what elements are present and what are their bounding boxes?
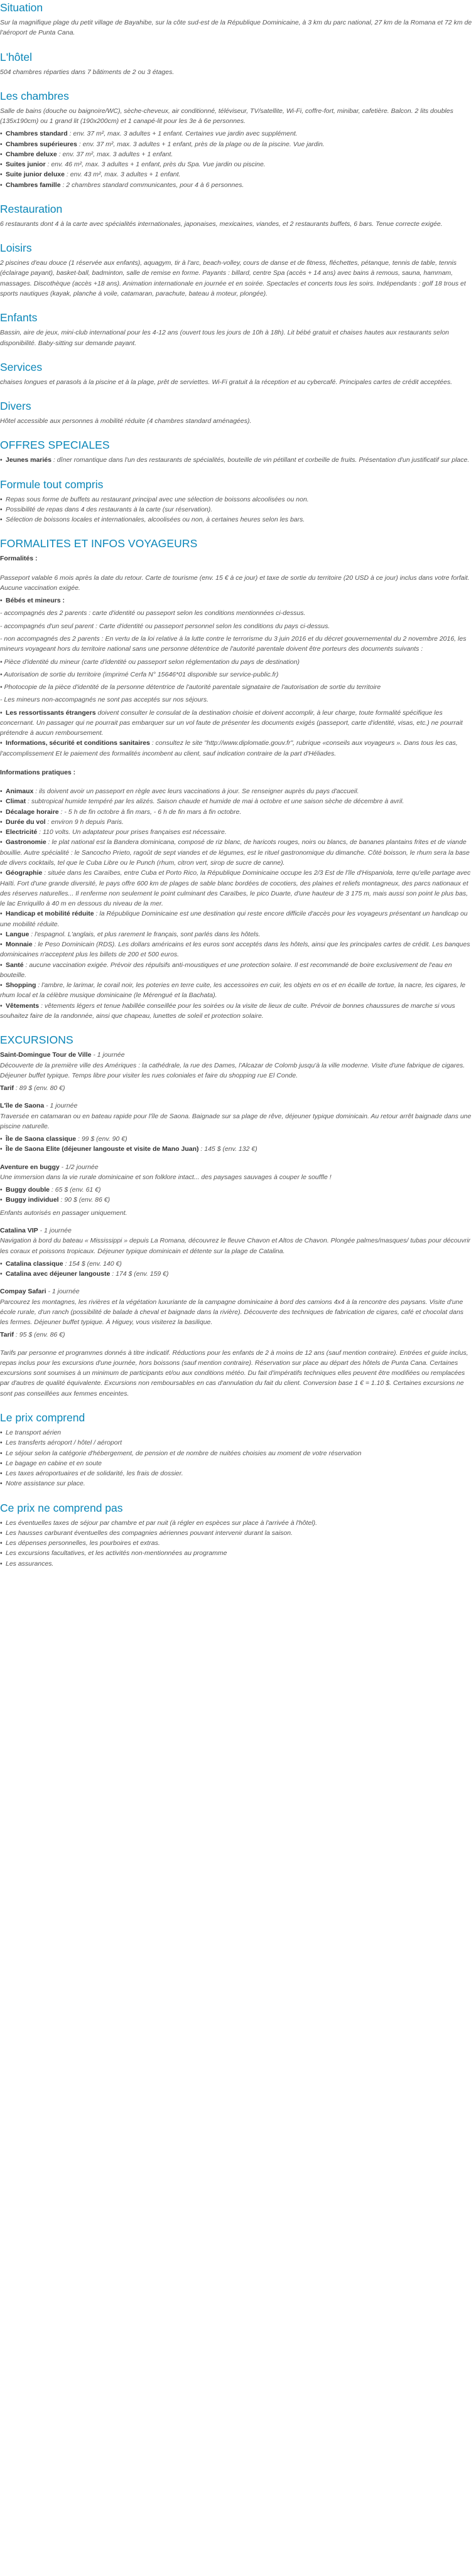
list-item: • Shopping : l'ambre, le larimar, le corail noir, les poteries en terre cuite, les accessoires en cuir, les objets en os et en écaille de tortue, la nacre, les cigares, le rhum local et la célèbre musique dominicaine (le Mérengué et la Bachata). — [0, 980, 472, 1001]
section-offres — [0, 439, 472, 465]
excursions-notice: Tarifs par personne et programmes donnés à titre indicatif. Réductions pour les enfants de 2 à moins de 12 ans (sauf mention contraire). Entrées et guide inclus, repas inclus pour les excursions d'une journée, hors boissons (sauf mention contraire). Réservation sur place au départ des hôtels de Punta Cana. Certaines excursions sont soumises à un minimum de participants et/ou aux conditions météo. Du fait d'impératifs techniques elles peuvent être modifiées ou remplacées par d'autres de qualité équivalente. Excursions non remboursables en cas d'annulation du fait du client. Conversion base 1 € = 1.10 $. Certaines excursions ne sont pas conseillées aux femmes enceintes. — [0, 1349, 468, 1398]
excursion-title: Saint-Domingue Tour de Ville — [0, 1051, 92, 1059]
list-item: • Monnaie : le Peso Dominicain (RDS). Les dollars américains et les euros sont acceptés dans les hôtels, ainsi que les principales cartes de crédit. Les banques dominicaines n'acceptent plus les billets de 200 et 500 euros. — [0, 939, 472, 960]
list-item: • Les hausses carburant éventuelles des compagnies aériennes pouvant intervenir durant la saison. — [0, 1528, 472, 1538]
excursion-saint-domingue — [0, 1050, 472, 1093]
list-item: • Buggy double : 65 $ (env. 61 €) — [0, 1185, 472, 1195]
section-prix-ne-comprend — [0, 1502, 472, 1569]
chambres-list — [0, 129, 472, 190]
loisirs-text: 2 piscines d'eau douce (1 réservée aux enfants), aquagym, tir à l'arc, beach-volley, cours de danse et de fitness, fléchettes, pétanque, tennis de table, tennis (éclairage payant), basket-ball, badminton, salle de remise en forme. Payants : billard, centre Spa (accès + 14 ans) avec bains à remous, sauna, hammam, massages. Discothèque (accès +18 ans). Animation internationale en journée et en soirée. Spectacles et concerts tous les soirs. Indépendants : golf 18 trous et sports nautiques (kayak, planche à voile, catamaran, parachute, bateau à moteur, plongée). — [0, 259, 466, 297]
excursion-title: Catalina VIP — [0, 1226, 38, 1234]
list-item: • Les éventuelles taxes de séjour par chambre et par nuit (à régler en espèces sur place à l'arrivée à l'hôtel). — [0, 1518, 472, 1528]
heading-restauration: Restauration — [0, 202, 63, 215]
list-item: • Informations, sécurité et conditions sanitaires : consultez le site "http://www.diplomatie.gouv.fr", rubrique «conseils aux voyageurs ». Dans tous les cas, l'accomplissement Et le paiement des formalités incombent au client, sauf indication contraire de la part d'Héliades. — [0, 738, 472, 759]
excursion-text: Navigation à bord du bateau « Mississippi » depuis La Romana, découvrez le fleuve Chavon et Altos de Chavon. Plongée palmes/masques/ tubas pour découvrir les coraux et poissons tropicaux. Déjeuner typique dominicain et détente sur la plage de Catalina. — [0, 1237, 471, 1255]
list-item: • Durée du vol : environ 9 h depuis Paris. — [0, 817, 472, 827]
heading-offres: OFFRES SPECIALES — [0, 439, 110, 452]
list-item: • Vêtements : vêtements légers et tenue habillée conseillée pour les soirées ou la visite de lieux de culte. Prévoir de bonnes chaussures de marche si vous souhaitez faire de la randonnée, ainsi que chapeau, lunettes de soleil et protection solaire. — [0, 1001, 472, 1022]
excursion-duration: - 1/2 journée — [59, 1163, 99, 1171]
prix-ne-comprend-list — [0, 1518, 472, 1569]
list-item: • Géographie : située dans les Caraïbes, entre Cuba et Porto Rico, la République Dominicaine occupe les 2/3 Est de l'île d'Hispaniola, terre qu'elle partage avec Haïti. Fort d'une grande diversité, le pays offre 600 km de plages de sable blanc bordées de cocotiers, des plaines et reliefs montagneux, des parcs nationaux et des réserves naturelles... Il renferme non seulement le point culminant des Caraïbes, le pico Duarte, d'une hauteur de 3 175 m, mais aussi son point le plus bas, le lac Enriquillo à 40 m en dessous du niveau de la mer. — [0, 868, 472, 909]
list-item: • Santé : aucune vaccination exigée. Prévoir des répulsifs anti-moustiques et une protection solaire. Il est recommandé de boire exclusivement de l'eau en bouteille. — [0, 960, 472, 981]
list-item: • Les assurances. — [0, 1559, 472, 1569]
list-item: • Chambres standard : env. 37 m², max. 3 adultes + 1 enfant. Certaines vue jardin avec supplément. — [0, 129, 472, 139]
heading-formule: Formule tout compris — [0, 478, 104, 491]
excursion-prices — [0, 1134, 472, 1155]
excursion-compay-safari — [0, 1286, 472, 1340]
section-situation — [0, 1, 472, 38]
list-item: • Bébés et mineurs : — [0, 596, 472, 606]
section-excursions — [0, 1034, 472, 1399]
heading-divers: Divers — [0, 400, 31, 413]
excursion-text: Parcourez les montagnes, les rivières et la végétation luxuriante de la campagne dominicaine à bord des camions 4x4 à la rencontre des paysans. Visite d'une école rurale, d'un ranch (possibilité de balade à cheval et baignade dans la rivière). Découverte des techniques de fabrication de cigares, café et chocolat dans les fermes. Déjeuner buffet typique. À Higuey, vous visiterez la basilique. — [0, 1298, 464, 1327]
heading-prix-ne-comprend: Ce prix ne comprend pas — [0, 1501, 123, 1514]
offres-list — [0, 455, 472, 465]
excursion-text: Une immersion dans la vie rurale dominicaine et son folklore intact... des paysages sauvages à couper le souffle ! — [0, 1173, 332, 1181]
restauration-text: 6 restaurants dont 4 à la carte avec spécialités internationales, japonaises, mexicaines, viandes, et 2 restaurants buffets, 6 bars. Tenue correcte exigée. — [0, 220, 443, 228]
list-item: • Handicap et mobilité réduite : la République Dominicaine est une destination qui reste encore difficile d'accès pour les voyageurs présentant un handicap ou une mobilité réduite. — [0, 909, 472, 929]
section-hotel — [0, 51, 472, 77]
list-item: • Les ressortissants étrangers doivent consulter le consulat de la destination choisie et doivent accomplir, à leur charge, toute formalité spécifique les concernant. Un passager qui ne pourrait pas embarquer sur un vol faute de présenter les documents exigés (passeport, carte d'identité, visas, etc.) ne pourrait prétendre à aucun remboursement. — [0, 708, 472, 739]
list-item: • Le bagage en cabine et en soute — [0, 1458, 472, 1468]
list-item: • Décalage horaire : - 5 h de fin octobre à fin mars, - 6 h de fin mars à fin octobre. — [0, 807, 472, 817]
formule-list — [0, 494, 472, 525]
list-item: • Repas sous forme de buffets au restaurant principal avec une sélection de boissons alcoolisées ou non. — [0, 494, 472, 505]
services-text: chaises longues et parasols à la piscine et à la plage, prêt de serviettes. Wi-Fi gratuit à la réception et au cybercafé. Principales cartes de crédit acceptées. — [0, 378, 453, 386]
excursion-duration: - 1 journée — [91, 1051, 125, 1059]
heading-prix-comprend: Le prix comprend — [0, 1411, 85, 1424]
heading-services: Services — [0, 360, 43, 373]
list-item: • Possibilité de repas dans 4 des restaurants à la carte (sur réservation). — [0, 505, 472, 515]
bebes-line: - accompagnés des 2 parents : carte d'identité ou passeport selon les conditions mentionnées ci-dessus. — [0, 609, 306, 617]
bebes-line: • Pièce d'identité du mineur (carte d'identité ou passeport selon réglementation du pays de destination) — [0, 658, 300, 666]
list-item: • Langue : l'espagnol. L'anglais, et plus rarement le français, sont parlés dans les hôtels. — [0, 929, 472, 939]
list-item: • Catalina classique : 154 $ (env. 140 €) — [0, 1259, 472, 1269]
list-item: • Sélection de boissons locales et internationales, alcoolisées ou non, à certaines heures selon les bars. — [0, 515, 472, 525]
passport-text: Passeport valable 6 mois après la date du retour. Carte de tourisme (env. 15 € à ce jour) et taxe de sortie du territoire (20 USD à ce jour) inclus dans votre forfait. Aucune vaccination exigée. — [0, 574, 470, 592]
prix-comprend-list — [0, 1428, 472, 1489]
excursion-duration: - 1 journée — [38, 1226, 72, 1234]
enfants-text: Bassin, aire de jeux, mini-club international pour les 4-12 ans (ouvert tous les jours de 10h à 18h). Lit bébé gratuit et chaises hautes aux restaurants selon disponibilité. Baby-sitting sur demande payant. — [0, 329, 449, 347]
excursion-title: Aventure en buggy — [0, 1163, 60, 1171]
excursion-duration: - 1 journée — [46, 1288, 80, 1296]
bebes-line: • Photocopie de la pièce d'identité de la personne détentrice de l'autorité parentale signataire de l'autorisation de sortie du territoire — [0, 683, 381, 692]
bebes-line: - accompagnés d'un seul parent : Carte d'identité ou passeport personnel selon les conditions du pays ci-dessus. — [0, 622, 330, 630]
heading-enfants: Enfants — [0, 311, 38, 324]
list-item: • Electricité : 110 volts. Un adaptateur pour prises françaises est nécessaire. — [0, 827, 472, 837]
pratiques-list — [0, 786, 472, 1021]
heading-excursions: EXCURSIONS — [0, 1034, 73, 1047]
list-item: • Les excursions facultatives, et les activités non-mentionnées au programme — [0, 1548, 472, 1558]
excursion-note: Enfants autorisés en passager uniquement. — [0, 1209, 127, 1217]
list-item: • Les dépenses personnelles, les pourboires et extras. — [0, 1538, 472, 1548]
pratiques-subtitle: Informations pratiques : — [0, 768, 76, 776]
list-item: • Le séjour selon la catégorie d'hébergement, de pension et de nombre de nuitées choisies au moment de votre réservation — [0, 1448, 472, 1458]
section-loisirs — [0, 242, 472, 299]
excursion-prices — [0, 1185, 472, 1205]
bebes-line: - Les mineurs non-accompagnés ne sont pas acceptés sur nos séjours. — [0, 696, 209, 704]
section-enfants — [0, 311, 472, 348]
excursion-text: Traversée en catamaran ou en bateau rapide pour l'île de Saona. Baignade sur sa plage de rêve, déjeuner typique dominicain. Au retour arrêt baignade dans une piscine naturelle. — [0, 1112, 472, 1130]
list-item: • Les taxes aéroportuaires et de solidarité, les frais de dossier. — [0, 1468, 472, 1478]
section-formule — [0, 478, 472, 525]
bebes-list — [0, 596, 472, 606]
excursion-buggy — [0, 1162, 472, 1218]
section-services — [0, 361, 472, 387]
list-item: • Chambres famille : 2 chambres standard communicantes, pour 4 à 6 personnes. — [0, 180, 472, 190]
list-item: • Animaux : ils doivent avoir un passeport en règle avec leurs vaccinations à jour. Se renseigner auprès du pays d'accueil. — [0, 786, 472, 796]
heading-chambres: Les chambres — [0, 89, 69, 102]
bebes-line: - non accompagnés des 2 parents : En vertu de la loi relative à la lutte contre le terrorisme du 3 juin 2016 et du décret gouvernemental du 2 novembre 2016, les mineurs voyageant hors du territoire national sans une personne détentrice de l'autorité parentale doivent être porteurs des documents suivants : — [0, 634, 467, 653]
list-item: • Chambre deluxe : env. 37 m², max. 3 adultes + 1 enfant. — [0, 149, 472, 159]
list-item: • Climat : subtropical humide tempéré par les alizés. Saison chaude et humide de mai à octobre et une saison sèche de décembre à avril. — [0, 796, 472, 806]
list-item: • Le transport aérien — [0, 1428, 472, 1438]
formalites-list — [0, 708, 472, 759]
list-item: • Gastronomie : le plat national est la Bandera dominicana, composé de riz blanc, de haricots rouges, noirs ou blancs, de bananes plantains frites et de viande bouillie. Autre spécialité : le Sancocho Prieto, ragoût de sept viandes et de légumes, est le rituel gastronomique du dimanche. Côté boisson, le rhum sera la base de divers cocktails, tel que le Cuba Libre ou le Punch (rhum, citron vert, sirop de sucre de canne). — [0, 837, 472, 868]
list-item: • Île de Saona Elite (déjeuner langouste et visite de Mano Juan) : 145 $ (env. 132 €) — [0, 1144, 472, 1154]
excursion-price: Tarif : 89 $ (env. 80 €) — [0, 1084, 65, 1093]
heading-situation: Situation — [0, 1, 43, 14]
divers-text: Hôtel accessible aux personnes à mobilité réduite (4 chambres standard aménagées). — [0, 417, 252, 425]
section-prix-comprend — [0, 1411, 472, 1489]
list-item: • Jeunes mariés : dîner romantique dans l'un des restaurants de spécialités, bouteille de vin pétillant et corbeille de fruits. Présentation d'un justificatif sur place. — [0, 455, 472, 465]
excursion-catalina — [0, 1226, 472, 1279]
heading-formalites: FORMALITES ET INFOS VOYAGEURS — [0, 537, 198, 550]
heading-loisirs: Loisirs — [0, 242, 32, 255]
list-item: • Buggy individuel : 90 $ (env. 86 €) — [0, 1195, 472, 1205]
excursion-price: Tarif : 95 $ (env. 86 €) — [0, 1331, 65, 1339]
list-item: • Les transferts aéroport / hôtel / aéroport — [0, 1438, 472, 1448]
list-item: • Catalina avec déjeuner langouste : 174 $ (env. 159 €) — [0, 1269, 472, 1279]
list-item: • Suite junior deluxe : env. 43 m², max. 3 adultes + 1 enfant. — [0, 169, 472, 179]
section-chambres — [0, 90, 472, 190]
heading-hotel: L'hôtel — [0, 50, 33, 63]
list-item: • Suites junior : env. 46 m², max. 3 adultes + 1 enfant, près du Spa. Vue jardin ou piscine. — [0, 159, 472, 169]
excursion-prices — [0, 1259, 472, 1280]
list-item: • Chambres supérieures : env. 37 m², max. 3 adultes + 1 enfant, près de la plage ou de la piscine. Vue jardin. — [0, 139, 472, 149]
section-divers — [0, 400, 472, 426]
hotel-text: 504 chambres réparties dans 7 bâtiments de 2 ou 3 étages. — [0, 68, 175, 76]
excursion-title: L'île de Saona — [0, 1102, 45, 1110]
excursion-text: Découverte de la première ville des Amériques : la cathédrale, la rue des Dames, l'Alcazar de Colomb jusqu'à la ville moderne. Visite d'une fabrique de cigares. Déjeuner buffet typique. Temps libre pour visiter les rues coloniales et faire du shopping rue El Conde. — [0, 1061, 465, 1079]
excursion-duration: - 1 journée — [44, 1102, 78, 1110]
situation-text: Sur la magnifique plage du petit village de Bayahibe, sur la côte sud-est de la République Dominicaine, à 3 km du parc national, 27 km de la Romana et 72 km de l'aéroport de Punta Cana. — [0, 19, 472, 37]
excursion-saona — [0, 1101, 472, 1154]
section-formalites — [0, 537, 472, 1021]
list-item: • Notre assistance sur place. — [0, 1478, 472, 1488]
section-restauration — [0, 203, 472, 229]
formalites-subtitle: Formalités : — [0, 555, 38, 563]
excursion-title: Compay Safari — [0, 1288, 46, 1296]
chambres-intro: Salle de bains (douche ou baignoire/WC), sèche-cheveux, air conditionné, téléviseur, TV/satellite, Wi-Fi, coffre-fort, minibar, cafetière. Balcon. 2 lits doubles (135x190cm) ou 1 grand lit (190x200cm) et 1 canapé-lit pour les 3e à 6e personnes. — [0, 107, 453, 126]
bebes-line: • Autorisation de sortie du territoire (imprimé Cerfa N° 15646*01 disponible sur service-public.fr) — [0, 670, 279, 678]
list-item: • Île de Saona classique : 99 $ (env. 90 €) — [0, 1134, 472, 1144]
